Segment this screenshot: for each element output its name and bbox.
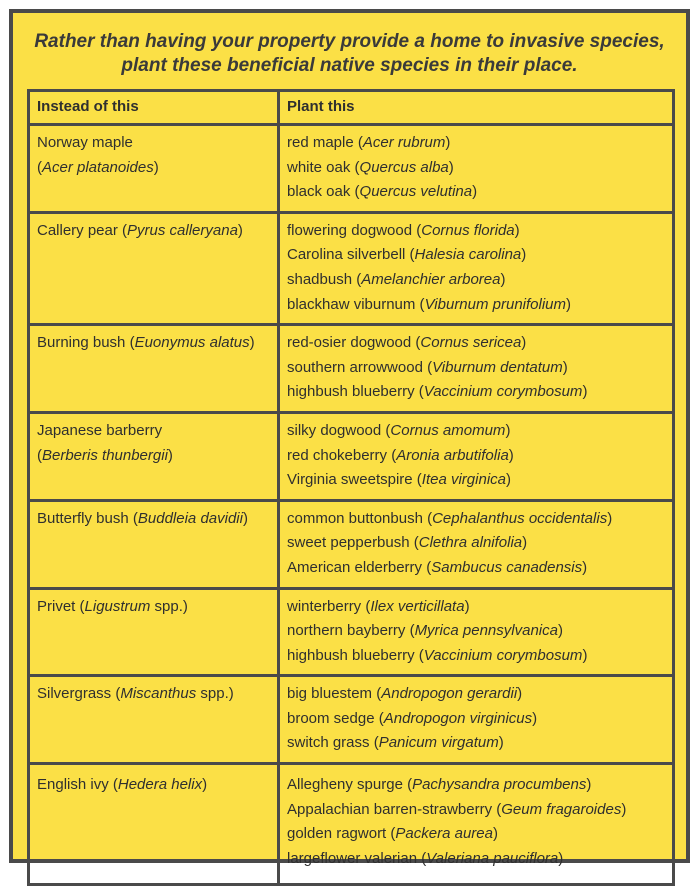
invasive-species-line [37,331,271,356]
common-name-text: ) [508,446,514,464]
common-name-text: spp.) [196,685,234,703]
native-species-line [287,556,666,581]
native-species-line [287,468,666,493]
native-species-line [287,219,666,244]
table-row [29,500,674,588]
common-name-text: flowering dogwood ( [287,221,422,239]
scientific-name: Vaccinium corymbosum [423,646,583,664]
header-row [29,91,674,125]
common-name-text: Privet ( [37,597,85,615]
native-plants-card [9,9,690,867]
scientific-name: Cornus sericea [420,334,522,352]
invasive-species-cell [29,588,279,676]
scientific-name: Acer platanoides [42,158,154,176]
header-instead-of-this: Instead of this [29,91,279,125]
scientific-name: Cephalanthus occidentalis [432,509,608,527]
common-name-text: silky dogwood ( [287,421,391,439]
scientific-name: Halesia carolina [414,246,522,264]
common-name-text: ( [37,446,42,464]
common-name-text: ) [237,221,243,239]
invasive-species-line [37,219,271,244]
card-title [13,30,686,78]
scientific-name: Euonymus alatus [134,334,250,352]
common-name-text: Norway maple [37,134,133,151]
scientific-name: Andropogon virginicus [383,709,533,727]
common-name-text: ) [607,509,613,527]
scientific-name: Quercus velutina [359,183,473,201]
common-name-text: Allegheny spurge ( [287,776,413,794]
table-row [29,764,674,885]
scientific-name: Sambucus canadensis [431,558,583,576]
native-species-line [287,444,666,469]
common-name-text: ) [242,509,248,527]
header-plant-this: Plant this [279,91,674,125]
invasive-species-cell [29,764,279,885]
common-name-text: spp.) [150,597,188,615]
common-name-text: northern bayberry ( [287,622,415,640]
common-name-text: ) [558,849,564,867]
common-name-text: American elderberry ( [287,558,432,576]
common-name-text: ) [448,158,454,176]
common-name-text: Callery pear ( [37,221,128,239]
common-name-text: ) [522,534,528,552]
common-name-text: southern arrowwood ( [287,358,433,376]
common-name-text: ) [517,685,523,703]
scientific-name: Myrica pennsylvanica [414,622,558,640]
invasive-species-cell [29,500,279,588]
common-name-text: sweet pepperbush ( [287,534,419,552]
scientific-name: Geum fragaroides [501,800,622,818]
native-species-cell [279,212,674,324]
native-species-line [287,773,666,798]
common-name-text: ) [464,597,470,615]
scientific-name: Packera aurea [395,825,493,843]
common-name-text: switch grass ( [287,734,379,752]
common-name-text: ) [505,421,511,439]
common-name-text: ) [557,622,563,640]
common-name-text: ) [532,709,538,727]
common-name-text: ) [621,800,627,818]
native-species-cell [279,412,674,500]
scientific-name: Cornus amomum [390,421,506,439]
invasive-species-cell [29,212,279,324]
native-species-cell [279,325,674,413]
common-name-text: largeflower valerian ( [287,849,427,867]
common-name-text: Appalachian barren-strawberry ( [287,800,502,818]
invasive-species-cell [29,325,279,413]
common-name-text: Carolina silverbell ( [287,246,415,264]
common-name-text: white oak ( [287,158,360,176]
title-line-1: Rather than having your property provide a home to invasive species, [34,31,665,52]
common-name-text: ) [492,825,498,843]
common-name-text: ) [498,734,504,752]
table-body [29,125,674,885]
native-species-cell [279,764,674,885]
native-species-line [287,380,666,405]
native-species-line [287,293,666,318]
invasive-species-cell [29,412,279,500]
common-name-text: blackhaw viburnum ( [287,295,425,313]
table-row [29,325,674,413]
native-species-line [287,847,666,872]
invasive-species-line [37,682,271,707]
scientific-name: Panicum virgatum [378,734,499,752]
scientific-name: Pyrus calleryana [127,221,238,239]
common-name-text: Japanese barberry [37,421,163,439]
common-name-text: broom sedge ( [287,709,384,727]
scientific-name: Buddleia davidii [137,509,243,527]
native-species-cell [279,588,674,676]
common-name-text: ) [472,183,478,201]
common-name-text: ) [582,558,588,576]
common-name-text: ) [582,383,588,401]
scientific-name: Andropogon gerardii [381,685,518,703]
native-species-line [287,731,666,756]
native-species-cell [279,125,674,213]
common-name-text: ) [506,471,511,489]
invasive-species-line [37,507,271,532]
common-name-text: Butterfly bush ( [37,509,138,527]
native-species-line [287,707,666,732]
table-row [29,125,674,213]
native-species-line [287,682,666,707]
scientific-name: Viburnum dentatum [432,358,563,376]
scientific-name: Clethra alnifolia [418,534,523,552]
common-name-text: ) [202,776,208,794]
common-name-text: shadbush ( [287,270,362,288]
common-name-text: ) [521,334,527,352]
common-name-text: Burning bush ( [37,334,135,352]
table-row [29,212,674,324]
common-name-text: ) [521,246,527,264]
invasive-species-line [37,156,271,181]
native-species-line [287,595,666,620]
native-species-line [287,243,666,268]
common-name-text: English ivy ( [37,776,118,794]
invasive-species-line [37,419,271,444]
scientific-name: Ligustrum [84,597,151,615]
replacement-table [27,89,675,886]
common-name-text: golden ragwort ( [287,825,396,843]
scientific-name: Ilex verticillata [370,597,465,615]
invasive-species-line [37,131,271,156]
common-name-text: ) [566,295,572,313]
common-name-text: winterberry ( [287,597,371,615]
scientific-name: Amelanchier arborea [361,270,501,288]
scientific-name: Quercus alba [359,158,449,176]
scientific-name: Vaccinium corymbosum [423,383,583,401]
native-species-line [287,531,666,556]
scientific-name: Itea virginica [421,471,506,489]
native-species-line [287,644,666,669]
common-name-text: red-osier dogwood ( [287,334,421,352]
common-name-text: ) [582,646,588,664]
native-species-cell [279,676,674,764]
scientific-name: Pachysandra procumbens [412,776,587,794]
common-name-text: red maple ( [287,134,363,151]
common-name-text: Silvergrass ( [37,685,121,703]
scientific-name: Cornus florida [421,221,515,239]
common-name-text: ) [153,158,159,176]
common-name-text: highbush blueberry ( [287,383,424,401]
native-species-line [287,798,666,823]
common-name-text: ) [445,134,451,151]
native-species-line [287,822,666,847]
table-row [29,676,674,764]
common-name-text: ( [37,158,42,176]
common-name-text: common buttonbush ( [287,509,433,527]
common-name-text: Virginia sweetspire ( [287,471,422,489]
invasive-species-cell [29,676,279,764]
scientific-name: Viburnum prunifolium [424,295,567,313]
invasive-species-line [37,595,271,620]
native-species-line [287,619,666,644]
common-name-text: black oak ( [287,183,360,201]
table-row [29,412,674,500]
invasive-species-line [37,773,271,798]
common-name-text: red chokeberry ( [287,446,397,464]
common-name-text: ) [562,358,568,376]
scientific-name: Acer rubrum [362,134,446,151]
native-species-line [287,507,666,532]
common-name-text: ) [514,221,520,239]
native-species-line [287,131,666,156]
common-name-text: big bluestem ( [287,685,382,703]
scientific-name: Aronia arbutifolia [396,446,509,464]
scientific-name: Valeriana pauciflora [426,849,559,867]
native-species-line [287,331,666,356]
native-species-line [287,268,666,293]
common-name-text: ) [586,776,592,794]
invasive-species-line [37,444,271,469]
table-row [29,588,674,676]
native-species-line [287,419,666,444]
native-species-line [287,180,666,205]
native-species-cell [279,500,674,588]
title-line-2: plant these beneficial native species in their place. [121,55,578,76]
common-name-text: ) [249,334,255,352]
common-name-text: ) [167,446,173,464]
common-name-text: ) [500,270,506,288]
scientific-name: Berberis thunbergii [42,446,168,464]
scientific-name: Miscanthus [120,685,197,703]
common-name-text: highbush blueberry ( [287,646,424,664]
invasive-species-cell [29,125,279,213]
native-species-line [287,356,666,381]
scientific-name: Hedera helix [117,776,203,794]
native-species-line [287,156,666,181]
